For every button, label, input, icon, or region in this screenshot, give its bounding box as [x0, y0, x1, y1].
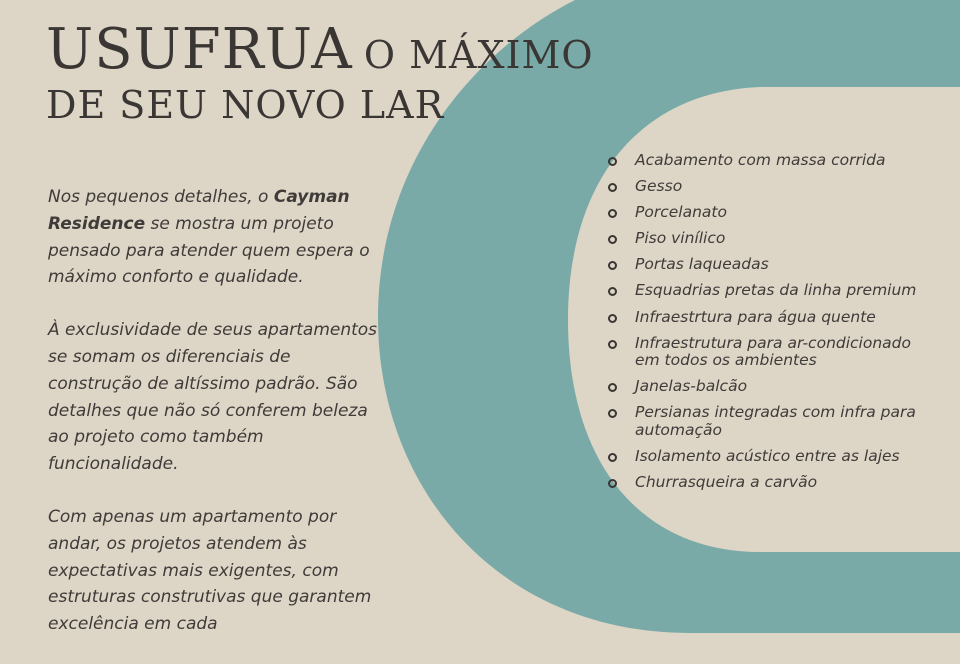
bullet-icon [608, 183, 617, 192]
bullet-icon [608, 209, 617, 218]
bullet-icon [608, 479, 617, 488]
feature-item [608, 404, 928, 439]
bullet-icon [608, 383, 617, 392]
feature-label: Piso vinílico [635, 229, 726, 248]
intro-p1-before: Nos pequenos detalhes, o [48, 187, 274, 207]
feature-label: Infraestrtura para água quente [635, 307, 876, 326]
intro-paragraph-2: À exclusividade de seus apartamentos se somam os diferenciais de construção de altíssimo padrão. São detalhes que não só conferem beleza ao projeto como também funcionalidade. [48, 320, 378, 475]
bullet-icon [608, 261, 617, 270]
feature-label: Gesso [635, 177, 683, 196]
feature-label: Acabamento com massa corrida [635, 151, 886, 169]
feature-label: Portas laqueadas [635, 255, 769, 274]
bullet-icon [608, 453, 617, 462]
bullet-icon [608, 340, 617, 349]
bullet-icon [608, 409, 617, 418]
feature-item [608, 448, 928, 466]
feature-item [608, 378, 928, 396]
feature-label: Esquadrias pretas da linha premium [635, 281, 917, 300]
feature-item [608, 256, 928, 274]
page-title [46, 17, 594, 127]
feature-label: Persianas integradas com infra para automação [635, 403, 916, 439]
feature-item [608, 309, 928, 327]
project-name: Cayman Residence [48, 187, 350, 234]
title-line-2: DE SEU NOVO LAR [46, 83, 445, 127]
feature-item [608, 204, 928, 222]
bullet-icon [608, 287, 617, 296]
features-list [608, 152, 928, 500]
feature-item [608, 152, 928, 170]
bullet-icon [608, 235, 617, 244]
feature-label: Infraestrutura para ar-condicionado em todos os ambientes [635, 333, 911, 370]
bullet-icon [608, 157, 617, 166]
title-word-usufrua: USUFRUA [46, 17, 353, 82]
feature-item [608, 474, 928, 492]
intro-text [48, 184, 378, 664]
title-word-o-maximo: O MÁXIMO [363, 33, 594, 77]
intro-paragraph-1 [48, 184, 378, 291]
feature-label: Porcelanato [635, 203, 727, 222]
feature-item [608, 282, 928, 300]
bullet-icon [608, 314, 617, 323]
intro-paragraph-3: Com apenas um apartamento por andar, os projetos atendem às expectativas mais exigentes, com estruturas construtivas que garantem excelência em cada [48, 506, 372, 635]
feature-item [608, 335, 928, 370]
feature-item [608, 230, 928, 248]
feature-label: Isolamento acústico entre as lajes [635, 446, 900, 465]
feature-item [608, 178, 928, 196]
intro-p1-after: se mostra um projeto pensado para atender quem espera o máximo conforto e qualidade. [48, 213, 370, 288]
feature-label: Churrasqueira a carvão [635, 473, 818, 492]
feature-label: Janelas-balcão [635, 377, 748, 396]
